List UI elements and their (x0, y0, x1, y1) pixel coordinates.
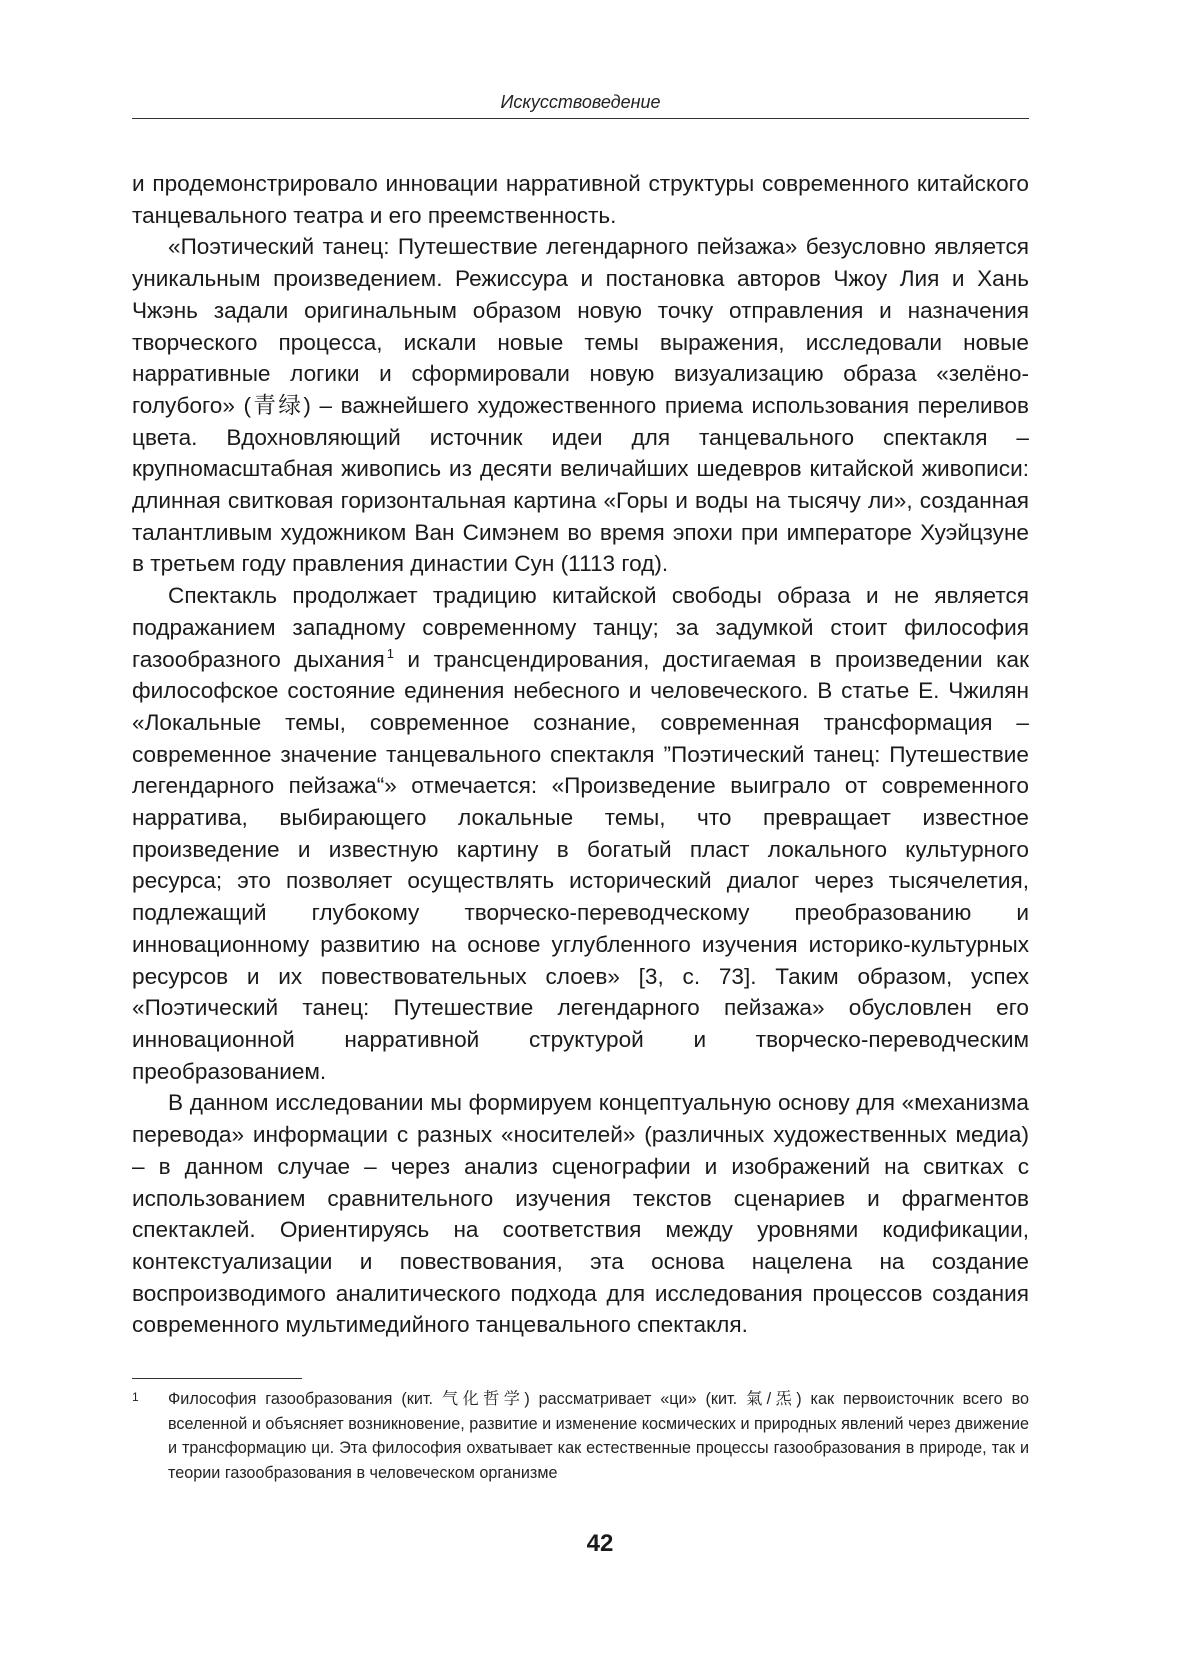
running-header: Искусствоведение (500, 92, 661, 112)
paragraph-text-before-note: Спектакль продолжает традицию китайской свободы образа и не является подражанием западному современному танцу; за задумкой стоит философия газообразного дыхания (132, 583, 1029, 672)
main-text (132, 168, 1029, 1341)
footnote-divider (132, 1378, 302, 1379)
footnote-marker: 1 (132, 1390, 139, 1404)
paragraph-continuation: и продемонстрировало инновации нарративной структуры современного китайского танцевального театра и его преемственность. (132, 171, 1029, 228)
paragraph-text-after-note: и трансцендирования, достигаемая в произведении как философское состояние единения небесного и человеческого. В статье Е. Чжилян «Локальные темы, современное сознание, современная трансформация – современное значение танцевального спектакля ”Поэтический танец: Путешествие легендарного пейзажа“» отмечается: «Произведение выиграло от современного нарратива, выбирающего локальные темы, что превращает известное произведение и известную картину в богатый пласт локального культурного ресурса; это позволяет осуществлять исторический диалог через тысячелетия, подлежащий глубокому творческо-переводческому преобразованию и инновационному развитию на основе углубленного изучения историко-культурных ресурсов и их повествовательных слоев» [3, с. 73]. Таким образом, успех «Поэтический танец: Путешествие легендарного пейзажа» обусловлен его инновационной нарративной структурой и творческо-переводческим преобразованием. (132, 646, 1029, 1084)
paragraph-performance-tradition (132, 580, 1029, 1087)
footnote-text: Философия газообразования (кит. 气化哲学) рассматривает «ци» (кит. 氣/炁) как первоисточник всего во вселенной и объясняет возникновение, развитие и изменение космических и природных явлений через движение и трансформацию ци. Эта философия охватывает как естественные процессы газообразования в природе, так и теории газообразования в человеческом организме (168, 1390, 1029, 1482)
page-number: 42 (586, 1530, 614, 1557)
paragraph-poetic-dance: «Поэтический танец: Путешествие легендарного пейзажа» безусловно является уникальным произведением. Режиссура и постановка авторов Чжоу Лия и Хань Чжэнь задали оригинальным образом новую точку отправления и назначения творческого процесса, искали новые темы выражения, исследовали новые нарративные логики и сформировали новую визуализацию образа «зелёно-голубого» (青绿) – важнейшего художественного приема использования переливов цвета. Вдохновляющий источник идеи для танцевального спектакля – крупномасштабная живопись из десяти величайших шедевров китайской живописи: длинная свитковая горизонтальная картина «Горы и воды на тысячу ли», созданная талантливым художником Ван Симэнем во время эпохи при императоре Хуэйцзуне в третьем году правления династии Сун (1113 год). (132, 234, 1029, 577)
footnote (132, 1387, 1029, 1485)
paragraph-research-framework: В данном исследовании мы формируем концептуальную основу для «механизма перевода» информации с разных «носителей» (различных художественных медиа) – в данном случае – через анализ сценографии и изображений на свитках с использованием сравнительного изучения текстов сценариев и фрагментов спектаклей. Ориентируясь на соответствия между уровнями кодификации, контекстуализации и повествования, эта основа нацелена на создание воспроизводимого аналитического подхода для исследования процессов создания современного мультимедийного танцевального спектакля. (132, 1090, 1029, 1338)
footnote-reference[interactable]: 1 (386, 645, 394, 661)
header-divider (132, 118, 1029, 119)
